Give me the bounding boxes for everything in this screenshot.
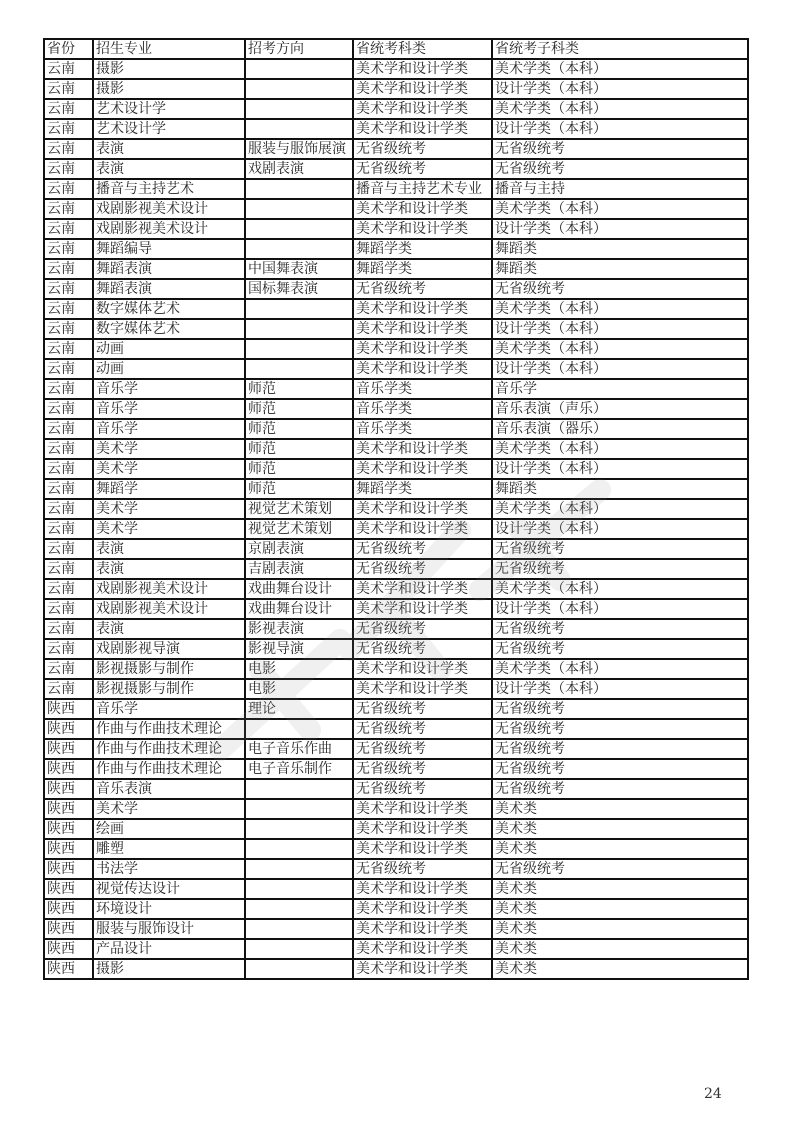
cell-exam-category: 美术学和设计学类 [353,439,492,459]
cell-direction [245,179,353,199]
cell-province: 云南 [44,159,93,179]
cell-exam-category: 无省级统考 [353,779,492,799]
cell-exam-subcategory: 无省级统考 [492,619,748,639]
cell-exam-subcategory: 音乐学 [492,379,748,399]
cell-major: 视觉传达设计 [93,879,245,899]
cell-province: 云南 [44,599,93,619]
table-row [44,539,748,559]
table-row [44,919,748,939]
header-province: 省份 [44,39,93,59]
cell-exam-subcategory: 设计学类（本科） [492,599,748,619]
table-row [44,179,748,199]
cell-province: 云南 [44,179,93,199]
cell-major: 数字媒体艺术 [93,319,245,339]
cell-direction: 影视表演 [245,619,353,639]
cell-exam-subcategory: 无省级统考 [492,859,748,879]
cell-exam-category: 音乐学类 [353,379,492,399]
cell-direction [245,719,353,739]
cell-direction: 电子音乐作曲 [245,739,353,759]
cell-province: 云南 [44,59,93,79]
header-major: 招生专业 [93,39,245,59]
cell-exam-category: 无省级统考 [353,859,492,879]
cell-exam-subcategory: 舞蹈类 [492,259,748,279]
cell-exam-category: 无省级统考 [353,739,492,759]
cell-direction: 师范 [245,479,353,499]
cell-exam-subcategory: 音乐表演（声乐） [492,399,748,419]
cell-exam-subcategory: 美术学类（本科） [492,339,748,359]
cell-exam-subcategory: 设计学类（本科） [492,219,748,239]
cell-major: 动画 [93,339,245,359]
cell-major: 表演 [93,139,245,159]
cell-exam-subcategory: 美术学类（本科） [492,199,748,219]
table-row [44,819,748,839]
cell-exam-category: 美术学和设计学类 [353,599,492,619]
cell-direction [245,99,353,119]
cell-exam-category: 无省级统考 [353,619,492,639]
cell-province: 陕西 [44,859,93,879]
cell-exam-category: 美术学和设计学类 [353,299,492,319]
table-row [44,779,748,799]
cell-province: 陕西 [44,959,93,979]
admissions-table [43,38,749,980]
cell-direction [245,299,353,319]
cell-major: 美术学 [93,519,245,539]
cell-direction [245,219,353,239]
cell-exam-category: 美术学和设计学类 [353,319,492,339]
cell-major: 艺术设计学 [93,99,245,119]
cell-direction: 影视导演 [245,639,353,659]
cell-exam-subcategory: 美术类 [492,959,748,979]
cell-exam-category: 舞蹈学类 [353,479,492,499]
header-exam-subcategory: 省统考子科类 [492,39,748,59]
cell-exam-category: 无省级统考 [353,279,492,299]
cell-province: 云南 [44,379,93,399]
cell-exam-category: 美术学和设计学类 [353,219,492,239]
cell-exam-category: 美术学和设计学类 [353,339,492,359]
cell-major: 戏剧影视美术设计 [93,579,245,599]
cell-major: 戏剧影视导演 [93,639,245,659]
cell-exam-category: 美术学和设计学类 [353,799,492,819]
cell-major: 作曲与作曲技术理论 [93,759,245,779]
cell-province: 云南 [44,359,93,379]
cell-province: 云南 [44,139,93,159]
table-row [44,759,748,779]
cell-major: 音乐表演 [93,779,245,799]
table-row [44,519,748,539]
cell-direction [245,939,353,959]
cell-exam-subcategory: 无省级统考 [492,779,748,799]
cell-direction: 中国舞表演 [245,259,353,279]
table-row [44,579,748,599]
cell-major: 雕塑 [93,839,245,859]
table-row [44,99,748,119]
cell-province: 陕西 [44,699,93,719]
cell-exam-subcategory: 美术类 [492,819,748,839]
table-row [44,939,748,959]
cell-exam-subcategory: 美术类 [492,839,748,859]
table-row [44,259,748,279]
table-row [44,859,748,879]
table-row [44,319,748,339]
cell-exam-subcategory: 无省级统考 [492,559,748,579]
cell-exam-category: 美术学和设计学类 [353,359,492,379]
cell-direction [245,819,353,839]
cell-major: 舞蹈表演 [93,279,245,299]
cell-major: 服装与服饰设计 [93,919,245,939]
table-header-row [44,39,748,59]
cell-exam-category: 无省级统考 [353,559,492,579]
cell-direction: 戏剧表演 [245,159,353,179]
cell-province: 云南 [44,239,93,259]
table-row [44,459,748,479]
table-row [44,439,748,459]
cell-exam-subcategory: 美术类 [492,799,748,819]
cell-direction: 国标舞表演 [245,279,353,299]
cell-province: 云南 [44,279,93,299]
table-row [44,879,748,899]
table-row [44,499,748,519]
cell-major: 作曲与作曲技术理论 [93,719,245,739]
cell-province: 云南 [44,619,93,639]
cell-direction [245,119,353,139]
cell-major: 音乐学 [93,419,245,439]
cell-exam-subcategory: 音乐表演（器乐） [492,419,748,439]
cell-exam-subcategory: 设计学类（本科） [492,79,748,99]
cell-province: 云南 [44,559,93,579]
cell-exam-category: 美术学和设计学类 [353,459,492,479]
cell-direction [245,239,353,259]
cell-exam-subcategory: 舞蹈类 [492,239,748,259]
cell-province: 云南 [44,299,93,319]
table-row [44,419,748,439]
cell-exam-subcategory: 设计学类（本科） [492,119,748,139]
cell-direction: 师范 [245,379,353,399]
cell-direction [245,799,353,819]
cell-province: 云南 [44,659,93,679]
cell-major: 数字媒体艺术 [93,299,245,319]
cell-exam-subcategory: 美术学类（本科） [492,659,748,679]
table-row [44,119,748,139]
cell-province: 云南 [44,499,93,519]
cell-province: 云南 [44,259,93,279]
cell-province: 云南 [44,459,93,479]
cell-province: 云南 [44,199,93,219]
cell-major: 美术学 [93,439,245,459]
cell-exam-category: 美术学和设计学类 [353,819,492,839]
cell-direction: 视觉艺术策划 [245,519,353,539]
cell-direction [245,79,353,99]
cell-major: 美术学 [93,459,245,479]
cell-exam-category: 美术学和设计学类 [353,899,492,919]
cell-major: 书法学 [93,859,245,879]
cell-major: 产品设计 [93,939,245,959]
cell-exam-category: 美术学和设计学类 [353,59,492,79]
cell-exam-category: 无省级统考 [353,699,492,719]
table-body [44,59,748,979]
cell-province: 云南 [44,579,93,599]
cell-exam-category: 美术学和设计学类 [353,839,492,859]
cell-exam-category: 美术学和设计学类 [353,119,492,139]
table-row [44,239,748,259]
table-row [44,79,748,99]
cell-direction [245,359,353,379]
cell-direction: 服装与服饰展演 [245,139,353,159]
cell-province: 云南 [44,99,93,119]
cell-direction: 吉剧表演 [245,559,353,579]
cell-direction [245,859,353,879]
cell-exam-subcategory: 舞蹈类 [492,479,748,499]
cell-exam-category: 无省级统考 [353,719,492,739]
table-row [44,619,748,639]
header-direction: 招考方向 [245,39,353,59]
cell-province: 云南 [44,319,93,339]
cell-province: 陕西 [44,899,93,919]
cell-major: 表演 [93,619,245,639]
cell-direction: 理论 [245,699,353,719]
cell-province: 陕西 [44,759,93,779]
cell-direction [245,199,353,219]
table-row [44,359,748,379]
cell-direction [245,779,353,799]
table-row [44,899,748,919]
cell-province: 陕西 [44,939,93,959]
cell-direction [245,959,353,979]
cell-exam-subcategory: 无省级统考 [492,279,748,299]
cell-exam-subcategory: 无省级统考 [492,759,748,779]
cell-province: 云南 [44,79,93,99]
cell-direction: 师范 [245,419,353,439]
cell-major: 摄影 [93,59,245,79]
cell-province: 陕西 [44,719,93,739]
cell-exam-category: 无省级统考 [353,139,492,159]
cell-direction: 戏曲舞台设计 [245,579,353,599]
table-row [44,279,748,299]
table-row [44,699,748,719]
cell-direction: 电影 [245,679,353,699]
cell-major: 戏剧影视美术设计 [93,599,245,619]
cell-province: 云南 [44,479,93,499]
cell-exam-subcategory: 设计学类（本科） [492,679,748,699]
cell-exam-subcategory: 无省级统考 [492,539,748,559]
cell-province: 陕西 [44,919,93,939]
cell-exam-subcategory: 无省级统考 [492,739,748,759]
cell-exam-subcategory: 美术学类（本科） [492,579,748,599]
cell-major: 摄影 [93,79,245,99]
cell-exam-subcategory: 美术类 [492,919,748,939]
table-row [44,479,748,499]
cell-exam-category: 美术学和设计学类 [353,79,492,99]
cell-major: 表演 [93,559,245,579]
cell-major: 音乐学 [93,399,245,419]
cell-province: 云南 [44,399,93,419]
cell-major: 舞蹈学 [93,479,245,499]
cell-exam-subcategory: 无省级统考 [492,159,748,179]
cell-exam-subcategory: 美术类 [492,899,748,919]
cell-direction: 视觉艺术策划 [245,499,353,519]
table-row [44,379,748,399]
cell-major: 摄影 [93,959,245,979]
cell-direction: 京剧表演 [245,539,353,559]
cell-province: 陕西 [44,839,93,859]
table-row [44,59,748,79]
table-row [44,199,748,219]
cell-direction [245,59,353,79]
cell-major: 环境设计 [93,899,245,919]
cell-exam-category: 无省级统考 [353,639,492,659]
cell-province: 云南 [44,679,93,699]
cell-exam-category: 舞蹈学类 [353,239,492,259]
table-row [44,299,748,319]
cell-direction [245,899,353,919]
cell-exam-subcategory: 美术学类（本科） [492,439,748,459]
cell-exam-category: 美术学和设计学类 [353,919,492,939]
cell-direction: 师范 [245,459,353,479]
cell-exam-subcategory: 美术学类（本科） [492,499,748,519]
header-exam-category: 省统考科类 [353,39,492,59]
table-row [44,799,748,819]
page-number: 24 [704,1086,722,1102]
cell-exam-category: 无省级统考 [353,159,492,179]
cell-major: 音乐学 [93,379,245,399]
cell-exam-subcategory: 设计学类（本科） [492,359,748,379]
cell-direction: 电子音乐制作 [245,759,353,779]
table-row [44,739,748,759]
cell-major: 舞蹈表演 [93,259,245,279]
table-row [44,599,748,619]
cell-direction [245,319,353,339]
cell-exam-category: 音乐学类 [353,419,492,439]
cell-major: 艺术设计学 [93,119,245,139]
cell-province: 云南 [44,439,93,459]
cell-direction: 戏曲舞台设计 [245,599,353,619]
cell-exam-subcategory: 美术学类（本科） [492,59,748,79]
cell-exam-category: 美术学和设计学类 [353,939,492,959]
cell-exam-subcategory: 无省级统考 [492,139,748,159]
cell-province: 陕西 [44,799,93,819]
table-row [44,679,748,699]
cell-major: 戏剧影视美术设计 [93,199,245,219]
cell-major: 影视摄影与制作 [93,659,245,679]
cell-major: 作曲与作曲技术理论 [93,739,245,759]
table-row [44,839,748,859]
table-row [44,339,748,359]
cell-province: 陕西 [44,779,93,799]
cell-exam-subcategory: 设计学类（本科） [492,459,748,479]
cell-exam-category: 美术学和设计学类 [353,879,492,899]
table-row [44,139,748,159]
cell-exam-category: 美术学和设计学类 [353,659,492,679]
cell-major: 音乐学 [93,699,245,719]
table-row [44,399,748,419]
cell-direction [245,339,353,359]
cell-exam-category: 播音与主持艺术专业 [353,179,492,199]
cell-exam-subcategory: 播音与主持 [492,179,748,199]
cell-province: 云南 [44,339,93,359]
cell-direction [245,919,353,939]
cell-exam-category: 美术学和设计学类 [353,519,492,539]
cell-direction: 师范 [245,439,353,459]
cell-exam-category: 美术学和设计学类 [353,99,492,119]
cell-direction: 师范 [245,399,353,419]
cell-exam-subcategory: 无省级统考 [492,699,748,719]
cell-exam-subcategory: 设计学类（本科） [492,319,748,339]
cell-exam-subcategory: 无省级统考 [492,719,748,739]
cell-province: 陕西 [44,819,93,839]
cell-province: 云南 [44,519,93,539]
cell-major: 表演 [93,159,245,179]
cell-province: 陕西 [44,739,93,759]
cell-major: 戏剧影视美术设计 [93,219,245,239]
cell-direction [245,879,353,899]
cell-exam-category: 音乐学类 [353,399,492,419]
cell-exam-category: 舞蹈学类 [353,259,492,279]
table-row [44,559,748,579]
cell-major: 动画 [93,359,245,379]
cell-exam-subcategory: 无省级统考 [492,639,748,659]
cell-province: 云南 [44,639,93,659]
cell-major: 表演 [93,539,245,559]
cell-exam-subcategory: 美术学类（本科） [492,99,748,119]
table-row [44,219,748,239]
cell-exam-category: 美术学和设计学类 [353,499,492,519]
cell-exam-category: 美术学和设计学类 [353,959,492,979]
cell-direction: 电影 [245,659,353,679]
table-row [44,659,748,679]
cell-exam-subcategory: 美术类 [492,939,748,959]
cell-province: 云南 [44,539,93,559]
cell-province: 云南 [44,219,93,239]
cell-exam-subcategory: 美术学类（本科） [492,299,748,319]
cell-major: 美术学 [93,799,245,819]
cell-exam-subcategory: 美术类 [492,879,748,899]
cell-major: 舞蹈编导 [93,239,245,259]
cell-major: 绘画 [93,819,245,839]
cell-major: 美术学 [93,499,245,519]
table-row [44,639,748,659]
table-row [44,719,748,739]
table-row [44,959,748,979]
cell-exam-subcategory: 设计学类（本科） [492,519,748,539]
cell-province: 云南 [44,419,93,439]
cell-exam-category: 美术学和设计学类 [353,679,492,699]
cell-exam-category: 无省级统考 [353,759,492,779]
cell-major: 影视摄影与制作 [93,679,245,699]
cell-province: 陕西 [44,879,93,899]
cell-exam-category: 无省级统考 [353,539,492,559]
cell-major: 播音与主持艺术 [93,179,245,199]
cell-direction [245,839,353,859]
cell-exam-category: 美术学和设计学类 [353,199,492,219]
table-row [44,159,748,179]
cell-exam-category: 美术学和设计学类 [353,579,492,599]
cell-province: 云南 [44,119,93,139]
